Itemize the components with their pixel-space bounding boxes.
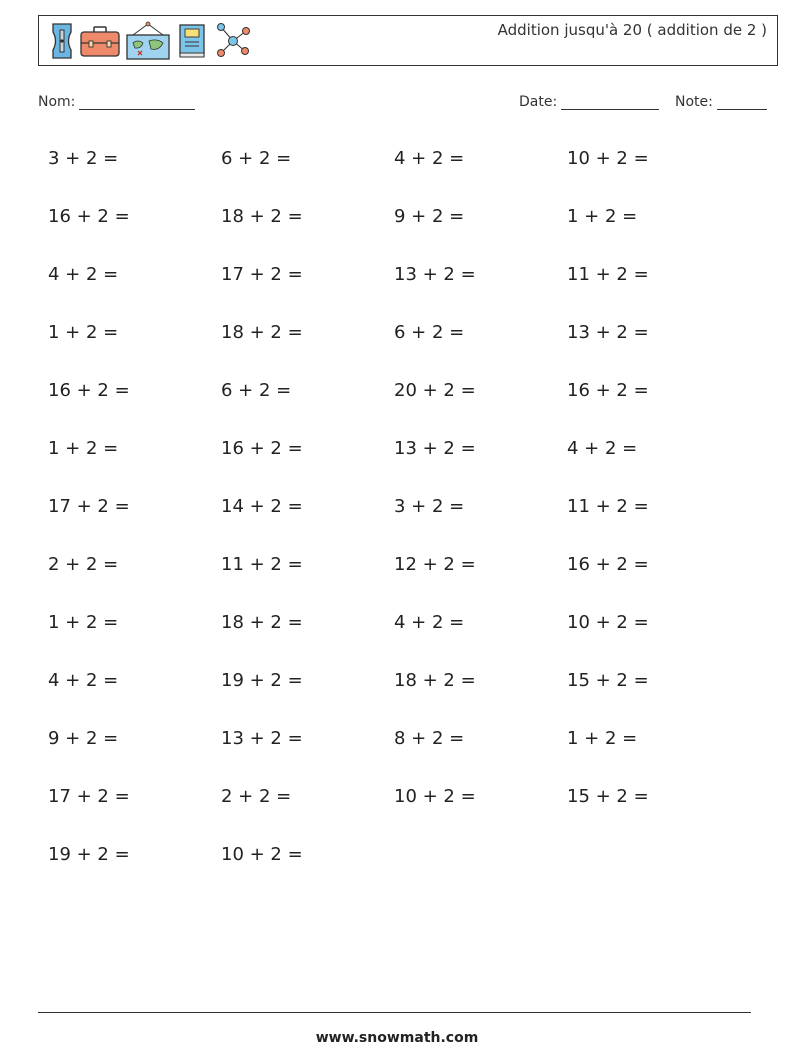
problem-item: 18 + 2 =	[221, 322, 303, 343]
problem-row	[48, 148, 748, 206]
molecule-icon	[213, 21, 253, 61]
problem-item: 10 + 2 =	[221, 844, 303, 865]
name-blank[interactable]	[79, 94, 195, 110]
problem-item: 15 + 2 =	[567, 786, 649, 807]
book-icon	[175, 22, 209, 60]
problem-item: 2 + 2 =	[48, 554, 119, 575]
problem-item: 16 + 2 =	[567, 554, 649, 575]
header-box	[38, 15, 778, 66]
problem-item: 4 + 2 =	[567, 438, 638, 459]
problem-item: 10 + 2 =	[394, 786, 476, 807]
problem-item: 14 + 2 =	[221, 496, 303, 517]
problem-item: 17 + 2 =	[48, 496, 130, 517]
problem-item: 1 + 2 =	[567, 728, 638, 749]
date-blank[interactable]	[561, 94, 659, 110]
problem-item: 13 + 2 =	[394, 438, 476, 459]
problem-item: 20 + 2 =	[394, 380, 476, 401]
name-field[interactable]	[38, 94, 195, 110]
problem-item: 8 + 2 =	[394, 728, 465, 749]
problem-item: 12 + 2 =	[394, 554, 476, 575]
problem-item: 4 + 2 =	[48, 264, 119, 285]
problem-item: 11 + 2 =	[221, 554, 303, 575]
problem-item: 15 + 2 =	[567, 670, 649, 691]
problem-item: 1 + 2 =	[48, 322, 119, 343]
problem-item: 11 + 2 =	[567, 496, 649, 517]
problem-item: 16 + 2 =	[48, 206, 130, 227]
footer-site: www.snowmath.com	[315, 1030, 479, 1046]
problem-row	[48, 844, 748, 902]
problem-item: 18 + 2 =	[221, 206, 303, 227]
problem-item: 18 + 2 =	[221, 612, 303, 633]
sharpener-icon	[49, 22, 75, 60]
problem-item: 4 + 2 =	[48, 670, 119, 691]
score-label: Note:	[675, 94, 713, 110]
score-blank[interactable]	[717, 94, 767, 110]
problem-row	[48, 612, 748, 670]
problem-item: 1 + 2 =	[567, 206, 638, 227]
problem-row	[48, 264, 748, 322]
briefcase-icon	[79, 22, 121, 60]
date-label: Date:	[519, 94, 558, 110]
footer-divider	[38, 1012, 751, 1013]
problem-item: 13 + 2 =	[567, 322, 649, 343]
problem-item: 6 + 2 =	[221, 380, 292, 401]
problem-row	[48, 728, 748, 786]
problem-row	[48, 322, 748, 380]
problem-item: 16 + 2 =	[48, 380, 130, 401]
problem-row	[48, 206, 748, 264]
problem-row	[48, 786, 748, 844]
date-field[interactable]	[519, 94, 659, 110]
problem-item: 3 + 2 =	[48, 148, 119, 169]
problem-row	[48, 380, 748, 438]
problem-item: 17 + 2 =	[221, 264, 303, 285]
problem-item: 10 + 2 =	[567, 612, 649, 633]
problem-item: 6 + 2 =	[394, 322, 465, 343]
problem-item: 13 + 2 =	[221, 728, 303, 749]
problem-item: 4 + 2 =	[394, 148, 465, 169]
problem-item: 6 + 2 =	[221, 148, 292, 169]
problem-row	[48, 670, 748, 728]
problem-grid	[48, 148, 748, 902]
problem-row	[48, 438, 748, 496]
icon-strip	[49, 21, 253, 61]
problem-item: 19 + 2 =	[221, 670, 303, 691]
problem-item: 18 + 2 =	[394, 670, 476, 691]
problem-item: 16 + 2 =	[567, 380, 649, 401]
problem-item: 9 + 2 =	[48, 728, 119, 749]
problem-item: 16 + 2 =	[221, 438, 303, 459]
problem-item: 19 + 2 =	[48, 844, 130, 865]
problem-row	[48, 554, 748, 612]
worksheet-title: Addition jusqu'à 20 ( addition de 2 )	[497, 21, 767, 39]
problem-item: 1 + 2 =	[48, 612, 119, 633]
problem-item: 17 + 2 =	[48, 786, 130, 807]
problem-item: 3 + 2 =	[394, 496, 465, 517]
problem-item: 13 + 2 =	[394, 264, 476, 285]
score-field[interactable]	[675, 94, 767, 110]
problem-item: 2 + 2 =	[221, 786, 292, 807]
problem-row	[48, 496, 748, 554]
name-label: Nom:	[38, 94, 76, 110]
problem-item: 9 + 2 =	[394, 206, 465, 227]
problem-item: 1 + 2 =	[48, 438, 119, 459]
problem-item: 10 + 2 =	[567, 148, 649, 169]
problem-item: 11 + 2 =	[567, 264, 649, 285]
problem-item: 4 + 2 =	[394, 612, 465, 633]
map-icon	[125, 21, 171, 61]
